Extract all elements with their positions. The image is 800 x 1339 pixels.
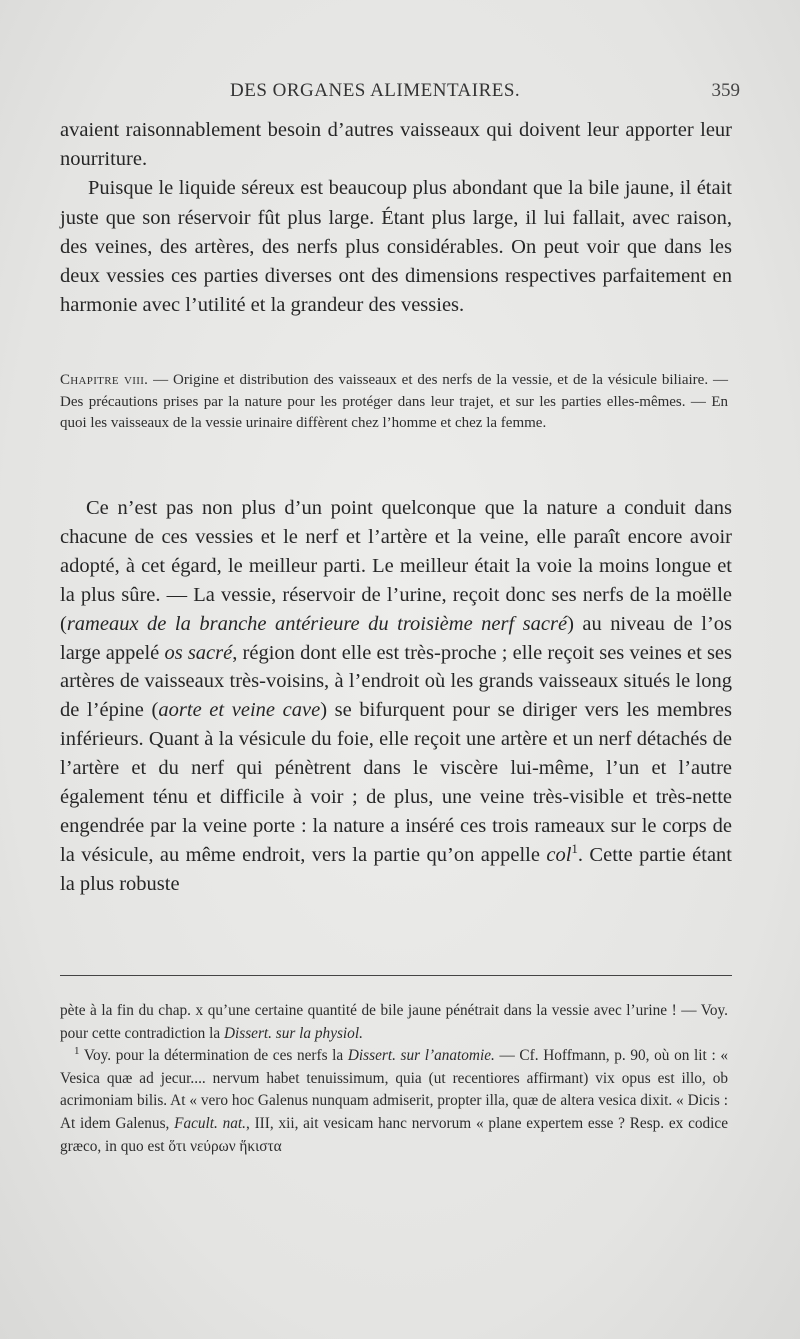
continued-paragraph: avaient raisonnablement besoin d’autres vaisseaux qui doivent leur apporter leur nourriture. [60,119,732,171]
text-run: , région dont elle est très-proche ; elle reçoit ses veines et ses artères de vaisseaux très-voisins, à l’endroit où les grands vaisseaux situés le long de l’épine ( [60,641,733,722]
italic-text: col [546,843,572,866]
chapter-heading [60,370,728,435]
text-run: ) au niveau de l’os large appelé [60,612,732,664]
page-header [60,80,740,110]
running-head: DES ORGANES ALIMENTAIRES. [230,80,521,101]
footnote-reference[interactable]: 1 [571,841,578,857]
paragraph: Puisque le liquide séreux est beaucoup plus abondant que la bile jaune, il était juste que son réservoir fût plus large. Étant plus large, il lui fallait, avec raison, des veines, des artères, des nerfs plus considérables. On peut voir que dans les deux vessies ces parties diverses ont des dimensions respectives parfaitement en harmonie avec l’utilité et la grandeur des vessies. [60,177,732,317]
footnotes [60,1000,728,1158]
text-run: pète à la fin du chap. x qu’une certaine quantité de bile jaune pénétrait dans la vessie avec l’urine ! — Voy. pour cette contradiction la [60,1002,728,1042]
text-run: , III, xii, ait vesicam hanc nervorum « plane expertem esse ? Resp. ex codice græco, in quo est ὅτι νεύρων ἥκιστα [60,1114,728,1155]
page-number: 359 [711,80,740,101]
footnote-rule [60,975,732,976]
footnote-1 [60,1045,728,1158]
text-run: ) se bifurquent pour se diriger vers les membres inférieurs. Quant à la vésicule du foie, elle reçoit une artère et un nerf détachés de l’artère et du nerf qui pénètrent dans le viscère lui-même, l’un et l’autre également ténu et difficile à voir ; de plus, une veine très-visible et très-nette engendrée par la veine porte : la nature a inséré ces trois rameaux sur le corps de la vésicule, au même endroit, vers la partie qu’on appelle [60,699,733,866]
paragraph [60,494,732,899]
italic-text: aorte et veine cave [158,699,321,722]
italic-text: Facult. nat. [174,1114,246,1132]
italic-text: Dissert. sur l’anatomie. [347,1047,495,1065]
italic-text: Dissert. sur la physiol. [223,1024,363,1042]
chapter-summary: — Origine et distribution des vaisseaux et des nerfs de la vessie, et de la vésicule biliaire. — Des précautions prises par la nature pour les protéger dans leur trajet, et sur les parties elles-mêmes. — En quoi les vaisseaux de la vessie urinaire diffèrent chez l’homme et chez la femme. [60,372,728,431]
chapter-body [60,494,732,899]
italic-text: rameaux de la branche antérieure du troisième nerf sacré [66,612,568,635]
italic-text: os sacré [164,641,233,664]
footnote-number: 1 [74,1045,80,1058]
text-run: . Cette partie étant la plus robuste [60,843,732,895]
text-run: Voy. pour la détermination de ces nerfs la [79,1047,348,1065]
text-run: Ce n’est pas non plus d’un point quelconque que la nature a conduit dans chacune de ces vessies et le nerf et l’artère et la veine, elle paraît encore avoir adopté, à cet égard, le meilleur parti. Le meilleur était la voie la moins longue et la plus sûre. — La vessie, réservoir de l’urine, reçoit donc ses nerfs de la moëlle ( [60,497,732,635]
footnote-continuation [60,1000,728,1045]
text-run: — Cf. Hoffmann, p. 90, où on lit : « Vesica quæ ad jecur.... nervum habet tenuissimum, quia (ut recentiores affirmant) vix opus est illo, ob acrimoniam bilis. At « vero hoc Galenus nunquam admiserit, propter illa, quæ de altera vesica dixit. « Dicis : At idem Galenus, [60,1047,728,1132]
chapter-label: Chapitre viii. [60,372,149,388]
intro-paragraphs [60,116,732,320]
